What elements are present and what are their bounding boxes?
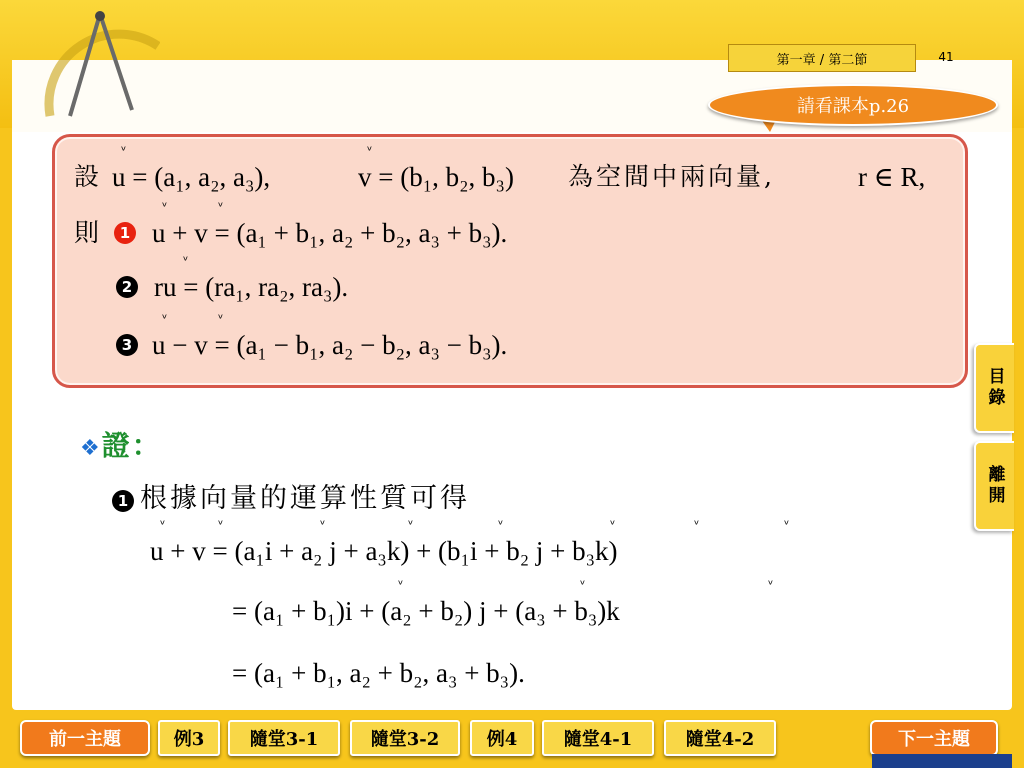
theorem-vector-u-def: u = (a₁, a₂, a₃), — [112, 162, 271, 192]
proof-label: 證： — [101, 429, 162, 462]
vector-arrow: ᵛ — [218, 518, 224, 533]
item-1-formula: u + v = (a₁ + b₁, a₂ + b₂, a₃ + b₃). — [152, 218, 508, 248]
proof-step-text: 根據向量的運算性質可得 — [140, 483, 470, 514]
vector-arrow: ᵛ — [784, 518, 790, 533]
vector-arrow: ᵛ — [768, 578, 774, 593]
item-3-marker: 3 — [116, 334, 138, 356]
vector-arrow: ᵛ — [408, 518, 414, 533]
proof-equation-3: = (a₁ + b₁, a₂ + b₂, a₃ + b₃). — [232, 658, 525, 688]
vector-arrow: ᵛ — [218, 200, 224, 215]
page-number: 41 — [938, 50, 954, 64]
vector-arrow: ᵛ — [162, 312, 168, 327]
practice-4-2-button[interactable]: 隨堂4-2 — [664, 720, 776, 756]
textbook-reference-bubble: 請看課本p.26 — [708, 84, 998, 126]
item-1-marker: 1 — [114, 222, 136, 244]
vector-arrow: ᵛ — [498, 518, 504, 533]
exit-button-label: 離開 — [984, 465, 1005, 507]
theorem-vector-v-def: v = (b₁, b₂, b₃) — [358, 162, 514, 192]
compass-icon — [40, 6, 160, 126]
vector-arrow: ᵛ — [398, 578, 404, 593]
section-label: 第一章 / 第二節 — [728, 44, 916, 72]
vector-arrow: ᵛ — [367, 144, 373, 159]
toc-button[interactable] — [974, 343, 1014, 433]
proof-equation-2: = (a₁ + b₁)i + (a₂ + b₂) j + (a₃ + b₃)k — [232, 596, 620, 626]
publisher-logo — [872, 754, 1012, 768]
vector-arrow: ᵛ — [162, 200, 168, 215]
vector-arrow: ᵛ — [218, 312, 224, 327]
practice-4-1-button[interactable]: 隨堂4-1 — [542, 720, 654, 756]
proof-equation-1: u + v = (a₁i + a₂ j + a₃k) + (b₁i + b₂ j + b₃k) — [150, 536, 618, 566]
proof-heading — [80, 424, 162, 464]
vector-arrow: ᵛ — [320, 518, 326, 533]
practice-3-1-button[interactable]: 隨堂3-1 — [228, 720, 340, 756]
theorem-then-label: 則 — [74, 218, 103, 247]
practice-3-2-button[interactable]: 隨堂3-2 — [350, 720, 460, 756]
exit-button[interactable] — [974, 441, 1014, 531]
diamond-bullet-icon: ❖ — [80, 436, 102, 461]
vector-arrow: ᵛ — [694, 518, 700, 533]
theorem-scalar-def: r ∈ R, — [858, 162, 926, 192]
example-4-button[interactable]: 例4 — [470, 720, 534, 756]
theorem-space-text: 為空間中兩向量, — [568, 162, 775, 191]
vector-arrow: ᵛ — [610, 518, 616, 533]
item-2-formula: ru = (ra₁, ra₂, ra₃). — [154, 272, 349, 302]
theorem-set-label: 設 — [74, 162, 103, 191]
toc-button-label: 目錄 — [984, 367, 1005, 409]
vector-arrow: ᵛ — [160, 518, 166, 533]
example-3-button[interactable]: 例3 — [158, 720, 220, 756]
next-topic-button[interactable]: 下一主題 — [870, 720, 998, 756]
vector-arrow: ᵛ — [121, 144, 127, 159]
item-2-marker: 2 — [116, 276, 138, 298]
proof-step-marker: 1 — [112, 490, 134, 512]
prev-topic-button[interactable]: 前一主題 — [20, 720, 150, 756]
vector-arrow: ᵛ — [183, 254, 189, 269]
vector-arrow: ᵛ — [580, 578, 586, 593]
item-3-formula: u − v = (a₁ − b₁, a₂ − b₂, a₃ − b₃). — [152, 330, 508, 360]
